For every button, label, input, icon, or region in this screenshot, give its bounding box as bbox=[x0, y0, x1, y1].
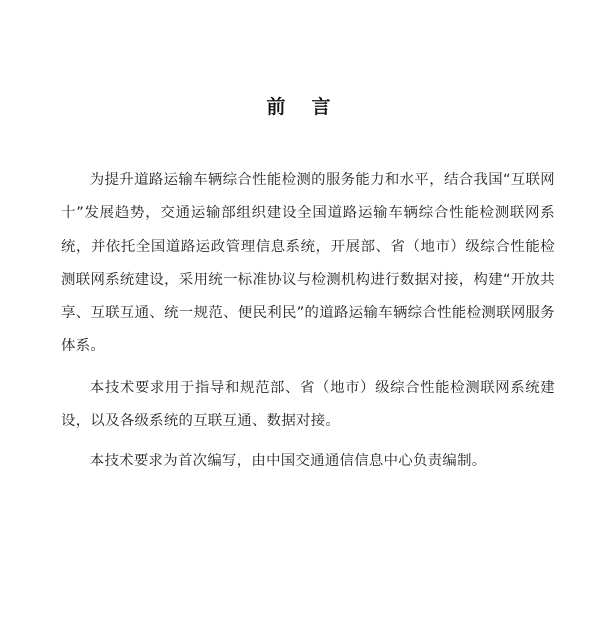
paragraph-3: 本技术要求为首次编写，由中国交通通信信息中心负责编制。 bbox=[89, 453, 487, 469]
page-title: 前言 bbox=[266, 96, 357, 118]
paragraph-1: 为提升道路运输车辆综合性能检测的服务能力和水平，结合我国“互联网十”发展趋势，交通运输部组织建设全国道路运输车辆综合性能检测联网系统，并依托全国道路运政管理信息系统，开展部、省（地市）级综合性能检测联网系统建设，采用统一标准协议与检测机构进行数据对接，构建“开放共享、互联互通、统一规范、便民利民”的道路运输车辆综合性能检测联网服务体系。 bbox=[61, 172, 555, 355]
paragraph-2: 本技术要求用于指导和规范部、省（地市）级综合性能检测联网系统建设，以及各级系统的互联互通、数据对接。 bbox=[61, 380, 555, 430]
